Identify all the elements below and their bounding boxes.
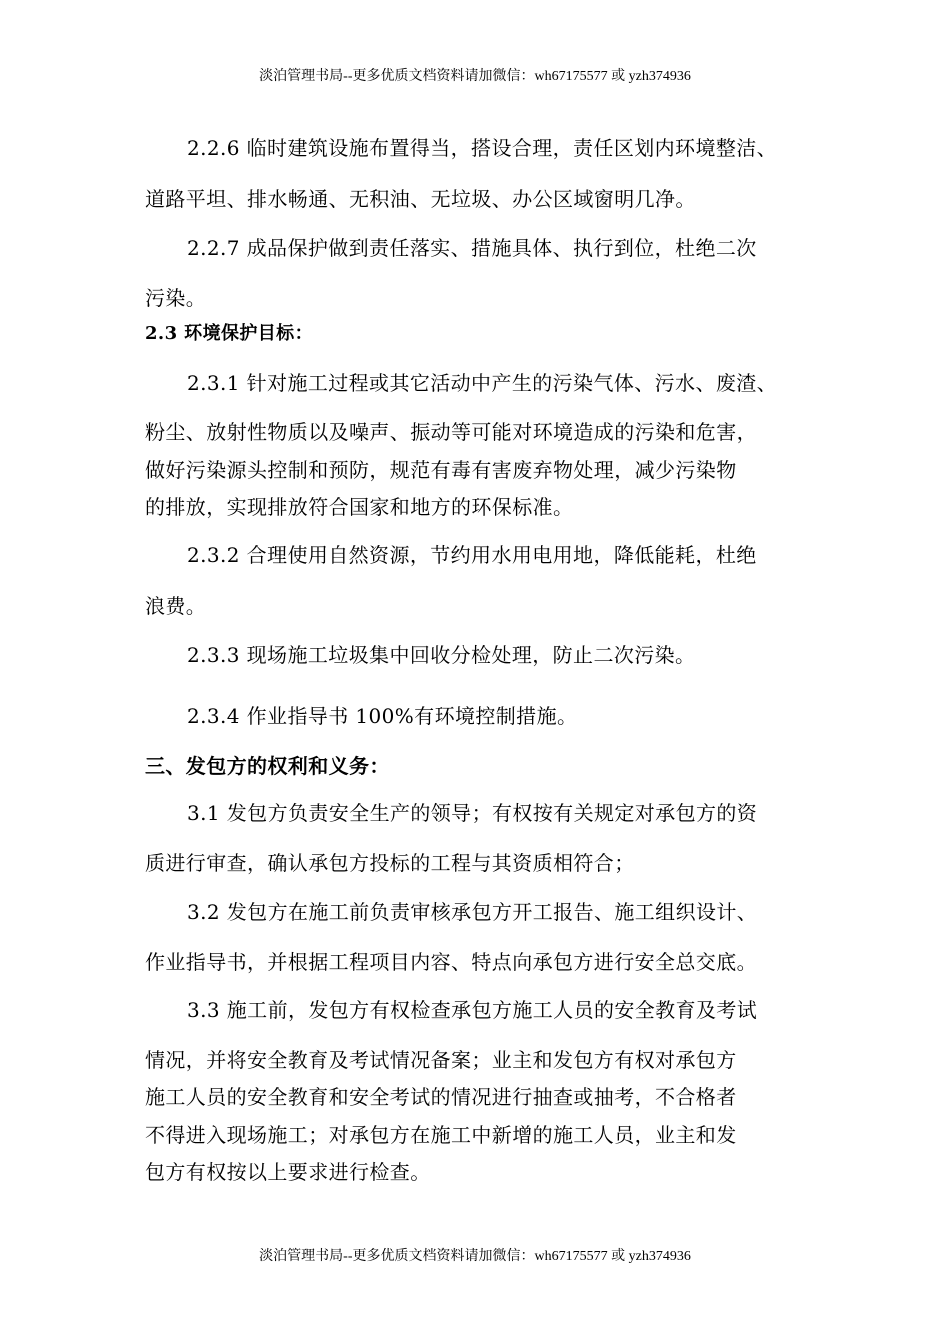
text-line: 作业指导书，并根据工程项目内容、特点向承包方进行安全总交底。 (145, 950, 757, 974)
text-line: 包方有权按以上要求进行检查。 (145, 1160, 431, 1184)
section-heading: 三、发包方的权利和义务： (145, 754, 390, 778)
text-line: 2.3.1 针对施工过程或其它活动中产生的污染气体、污水、废渣、 (187, 371, 778, 395)
page-header: 淡泊管理书局--更多优质文档资料请加微信：wh67175577 或 yzh374936 (259, 69, 691, 84)
text-line: 做好污染源头控制和预防，规范有毒有害废弃物处理，减少污染物 (145, 458, 737, 482)
text-line: 质进行审查，确认承包方投标的工程与其资质相符合； (145, 851, 635, 875)
text-line: 3.3 施工前，发包方有权检查承包方施工人员的安全教育及考试 (187, 998, 758, 1022)
text-line: 浪费。 (145, 594, 207, 618)
text-line: 2.3.2 合理使用自然资源，节约用水用电用地，降低能耗，杜绝 (187, 543, 757, 567)
section-heading: 2.3 环境保护目标： (145, 323, 313, 344)
text-line: 2.3.4 作业指导书 100%有环境控制措施。 (187, 704, 578, 728)
text-line: 道路平坦、排水畅通、无积油、无垃圾、办公区域窗明几净。 (145, 187, 696, 211)
text-line: 粉尘、放射性物质以及噪声、振动等可能对环境造成的污染和危害， (145, 420, 757, 444)
text-line: 情况，并将安全教育及考试情况备案；业主和发包方有权对承包方 (145, 1048, 737, 1072)
text-line: 2.2.7 成品保护做到责任落实、措施具体、执行到位，杜绝二次 (187, 236, 757, 260)
text-line: 污染。 (145, 286, 207, 310)
text-line: 3.1 发包方负责安全生产的领导；有权按有关规定对承包方的资 (187, 801, 758, 825)
text-line: 的排放，实现排放符合国家和地方的环保标准。 (145, 495, 574, 519)
page-footer: 淡泊管理书局--更多优质文档资料请加微信：wh67175577 或 yzh374936 (259, 1249, 691, 1264)
text-line: 2.3.3 现场施工垃圾集中回收分检处理，防止二次污染。 (187, 643, 696, 667)
text-line: 不得进入现场施工；对承包方在施工中新增的施工人员，业主和发 (145, 1123, 737, 1147)
text-line: 2.2.6 临时建筑设施布置得当，搭设合理，责任区划内环境整洁、 (187, 136, 778, 160)
text-line: 施工人员的安全教育和安全考试的情况进行抽查或抽考，不合格者 (145, 1085, 737, 1109)
text-line: 3.2 发包方在施工前负责审核承包方开工报告、施工组织设计、 (187, 900, 758, 924)
